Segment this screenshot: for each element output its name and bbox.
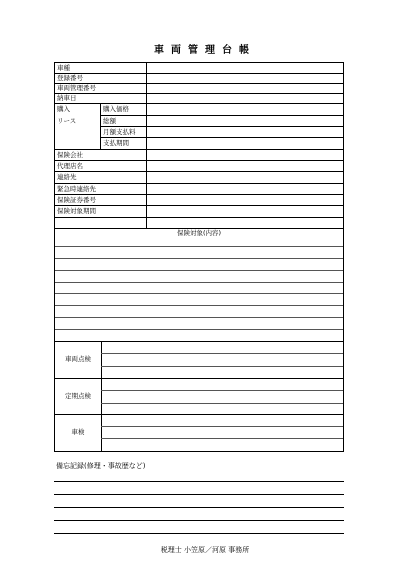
footer-office-name: 税理士 小笠原／河原 事務所 bbox=[160, 546, 250, 554]
inspection-line bbox=[101, 353, 343, 354]
page-title: 車両管理台帳 bbox=[154, 45, 256, 56]
label-lease: リース bbox=[57, 117, 77, 125]
coverage-line bbox=[55, 317, 343, 318]
row-divider bbox=[100, 126, 343, 127]
row-divider bbox=[55, 205, 343, 206]
row-divider bbox=[100, 137, 343, 138]
notes-label: 備忘記録(修理・事故歴など) bbox=[56, 462, 146, 470]
row-divider bbox=[55, 171, 343, 172]
inspection-line bbox=[101, 426, 343, 427]
column-divider bbox=[100, 103, 101, 149]
notes-line bbox=[54, 481, 344, 482]
label-coverage-period: 保険対象期間 bbox=[57, 207, 96, 215]
coverage-line bbox=[55, 282, 343, 283]
label-registration-number: 登録番号 bbox=[57, 74, 83, 82]
notes-line bbox=[54, 533, 344, 534]
section-divider bbox=[55, 414, 343, 415]
coverage-line bbox=[55, 305, 343, 306]
label-purchase-price: 購入価格 bbox=[103, 105, 129, 113]
coverage-header: 保険対象(内容) bbox=[176, 229, 222, 237]
row-divider bbox=[55, 160, 343, 161]
notes-line bbox=[54, 520, 344, 521]
label-purchase: 購入 bbox=[57, 105, 70, 113]
row-divider bbox=[55, 83, 343, 84]
row-divider bbox=[100, 115, 343, 116]
label-insurance-company: 保険会社 bbox=[57, 151, 83, 159]
row-divider bbox=[55, 217, 343, 218]
label-vehicle-management-number: 車両管理番号 bbox=[57, 84, 96, 92]
label-delivery-date: 納車日 bbox=[57, 94, 77, 102]
label-agency-name: 代理店名 bbox=[57, 162, 83, 170]
section-divider bbox=[55, 378, 343, 379]
label-vehicle-inspection: 車両点検 bbox=[65, 355, 91, 363]
row-divider bbox=[55, 93, 343, 94]
label-policy-number: 保険証券番号 bbox=[57, 196, 96, 204]
label-payment-period: 支払期間 bbox=[103, 139, 129, 147]
section-divider bbox=[55, 341, 343, 342]
label-periodic-inspection: 定期点検 bbox=[65, 392, 91, 400]
label-shaken: 車検 bbox=[71, 428, 85, 436]
label-contact: 連絡先 bbox=[57, 173, 77, 181]
coverage-line bbox=[55, 246, 343, 247]
row-divider bbox=[55, 73, 343, 74]
inspection-line bbox=[101, 403, 343, 404]
row-divider bbox=[55, 183, 343, 184]
vehicle-ledger-form bbox=[54, 62, 344, 452]
column-divider bbox=[146, 63, 147, 228]
notes-line bbox=[54, 507, 344, 508]
row-divider bbox=[55, 149, 343, 150]
inspection-line bbox=[101, 438, 343, 439]
coverage-line bbox=[55, 258, 343, 259]
label-vehicle-type: 車種 bbox=[57, 64, 70, 72]
column-divider bbox=[101, 341, 102, 451]
coverage-line bbox=[55, 270, 343, 271]
inspection-line bbox=[101, 390, 343, 391]
row-divider bbox=[55, 194, 343, 195]
notes-line bbox=[54, 494, 344, 495]
label-total-amount: 総額 bbox=[103, 117, 116, 125]
row-divider bbox=[55, 103, 343, 104]
inspection-line bbox=[101, 366, 343, 367]
coverage-line bbox=[55, 293, 343, 294]
label-emergency-contact: 緊急時連絡先 bbox=[57, 185, 96, 193]
label-monthly-payment: 月額支払料 bbox=[103, 128, 136, 136]
coverage-line bbox=[55, 329, 343, 330]
